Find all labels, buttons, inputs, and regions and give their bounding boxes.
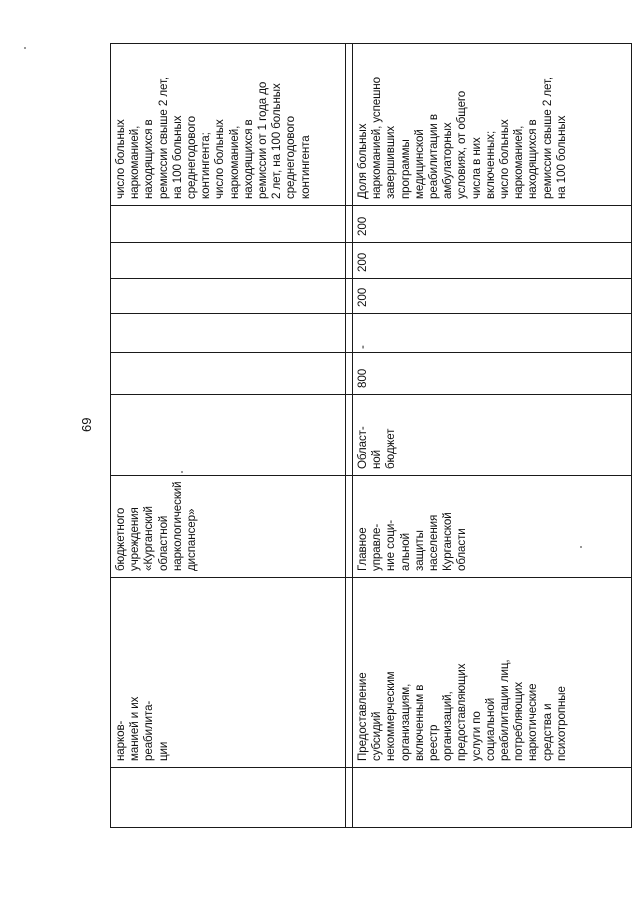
row2-executor: Главное управле- ние соци- альной защиты населения Курганской области bbox=[356, 512, 469, 571]
row2-total: 800 bbox=[356, 368, 369, 388]
table-border-bottom bbox=[631, 43, 632, 828]
row2-year-1: - bbox=[356, 345, 369, 349]
page-number: 69 bbox=[79, 417, 94, 432]
program-table bbox=[110, 43, 632, 828]
row2-indicator: Доля больных наркоманией, успешно завершивших программы медицинской реабилитации в амбулаторных условиях, от общего числа в них включенных; число больных наркоманией, находящихся в ремиссии свыше 2 лет, на 100 больных bbox=[356, 76, 568, 199]
row-divider bbox=[345, 43, 346, 828]
scan-speck bbox=[24, 47, 26, 49]
column-divider bbox=[110, 767, 632, 768]
row1-col1: нарков- манией и их реабилита- ции bbox=[114, 696, 170, 761]
column-divider bbox=[110, 827, 632, 828]
row2-year-2: 200 bbox=[356, 287, 369, 307]
column-divider bbox=[110, 278, 632, 279]
column-divider bbox=[110, 205, 632, 206]
scan-speck bbox=[181, 471, 183, 473]
column-divider bbox=[110, 352, 632, 353]
row-divider bbox=[352, 43, 353, 828]
row1-indicator: число больных наркоманией, находящихся в ремиссии свыше 2 лет, на 100 больных среднегодового контингента; число больных наркоманией, находящихся в ремиссии от 1 года до 2 лет, на 100 больных среднегодового контингента bbox=[114, 76, 312, 199]
table-border-top bbox=[110, 43, 111, 828]
row2-year-3: 200 bbox=[356, 252, 369, 272]
row2-year-4: 200 bbox=[356, 216, 369, 236]
row1-col2: бюджетного учреждения «Курганский областной наркологический диспансер» bbox=[114, 481, 199, 571]
column-divider bbox=[110, 242, 632, 243]
scan-speck bbox=[580, 546, 582, 548]
row2-funding-source: Област- ной бюджет bbox=[356, 426, 398, 469]
column-divider bbox=[110, 394, 632, 395]
row2-event: Предоставление субсидий некоммерческим организациям, включенным в реестр организаций, предоставляющих услуги по социальной реабилитации лиц, потребляющих наркотические средства и психотропные bbox=[356, 659, 568, 761]
column-divider bbox=[110, 313, 632, 314]
